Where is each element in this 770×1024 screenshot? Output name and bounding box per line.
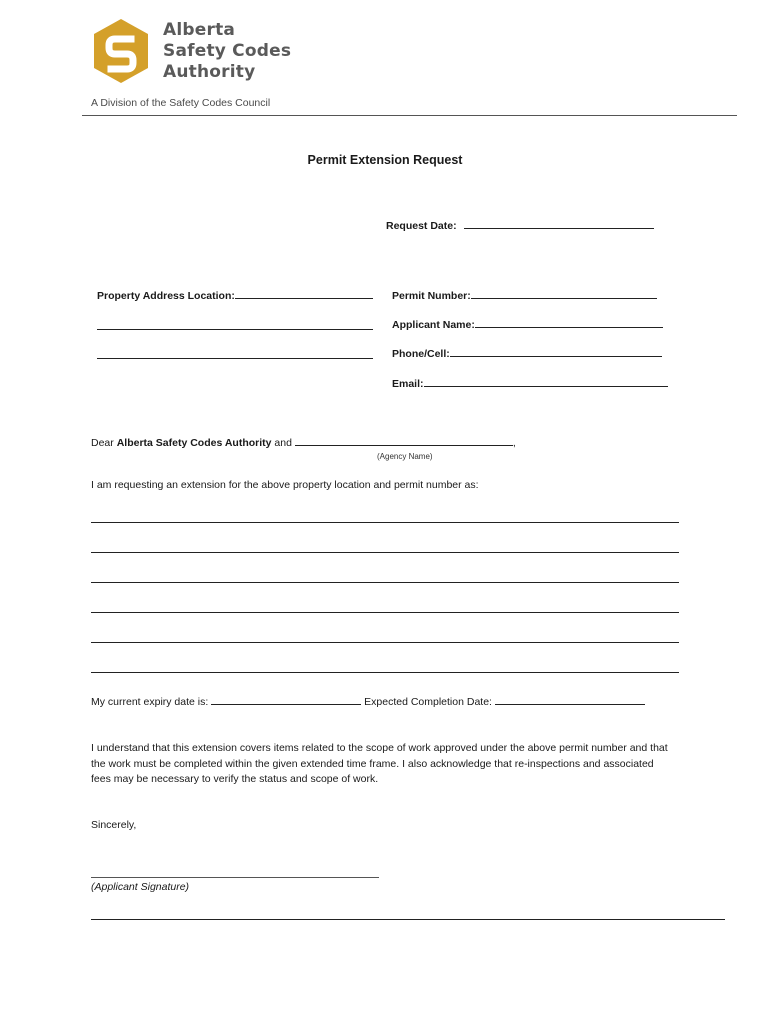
expiry-date-label: My current expiry date is: bbox=[91, 696, 209, 708]
salutation-prefix: Dear bbox=[91, 437, 114, 449]
property-address-line-3[interactable] bbox=[97, 358, 373, 359]
logo-line: Alberta bbox=[163, 20, 236, 40]
reason-line[interactable] bbox=[91, 552, 679, 553]
completion-date-field[interactable] bbox=[495, 694, 645, 705]
completion-date-label: Expected Completion Date: bbox=[364, 696, 492, 708]
logo-line: Authority bbox=[163, 62, 256, 82]
property-address-line-2[interactable] bbox=[97, 329, 373, 330]
email-row bbox=[392, 376, 668, 390]
reason-line[interactable] bbox=[91, 522, 679, 523]
phone-field[interactable] bbox=[450, 346, 662, 357]
applicant-name-row bbox=[392, 317, 663, 331]
property-address-field[interactable] bbox=[235, 288, 373, 299]
property-address-row bbox=[97, 288, 373, 302]
email-field[interactable] bbox=[424, 376, 668, 387]
salutation-comma: , bbox=[512, 437, 516, 449]
applicant-name-label: Applicant Name: bbox=[392, 319, 475, 331]
logo bbox=[91, 17, 151, 85]
tagline: A Division of the Safety Codes Council bbox=[91, 97, 271, 109]
reason-line[interactable] bbox=[91, 612, 679, 613]
dates-row bbox=[91, 694, 645, 708]
permit-number-label: Permit Number: bbox=[392, 290, 471, 302]
email-label: Email: bbox=[392, 378, 424, 390]
phone-label: Phone/Cell: bbox=[392, 348, 450, 360]
permit-number-field[interactable] bbox=[471, 288, 657, 299]
request-date-label: Request Date: bbox=[386, 220, 457, 232]
reason-line[interactable] bbox=[91, 642, 679, 643]
salutation-row bbox=[91, 435, 516, 449]
applicant-name-field[interactable] bbox=[475, 317, 663, 328]
salutation-and: and bbox=[274, 437, 292, 449]
request-date-row bbox=[386, 218, 654, 232]
page-title: Permit Extension Request bbox=[307, 153, 463, 167]
acknowledgement-text: I understand that this extension covers items related to the scope of work approved under the above permit number and that the work must be completed within the given extended time frame. I also acknowledge that re-inspections and associated fees may be necessary to verify the status and scope of work. bbox=[91, 742, 668, 785]
reason-line[interactable] bbox=[91, 582, 679, 583]
request-text: I am requesting an extension for the above property location and permit number as: bbox=[91, 479, 479, 491]
header-divider bbox=[82, 115, 737, 116]
phone-row bbox=[392, 346, 662, 360]
s-hexagon-logo-icon bbox=[91, 17, 151, 85]
closing: Sincerely, bbox=[91, 819, 137, 831]
agency-caption: (Agency Name) bbox=[377, 452, 433, 461]
signature-caption: (Applicant Signature) bbox=[91, 881, 190, 893]
reason-line[interactable] bbox=[91, 672, 679, 673]
logo-wordmark bbox=[163, 20, 291, 83]
logo-line: Safety Codes bbox=[163, 41, 292, 61]
signature-line[interactable] bbox=[91, 877, 379, 878]
permit-number-row bbox=[392, 288, 657, 302]
salutation-org: Alberta Safety Codes Authority bbox=[116, 437, 272, 449]
property-address-label: Property Address Location: bbox=[97, 290, 235, 302]
expiry-date-field[interactable] bbox=[211, 694, 361, 705]
footer-divider bbox=[91, 919, 725, 920]
request-date-field[interactable] bbox=[464, 218, 654, 229]
agency-name-field[interactable] bbox=[295, 435, 513, 446]
